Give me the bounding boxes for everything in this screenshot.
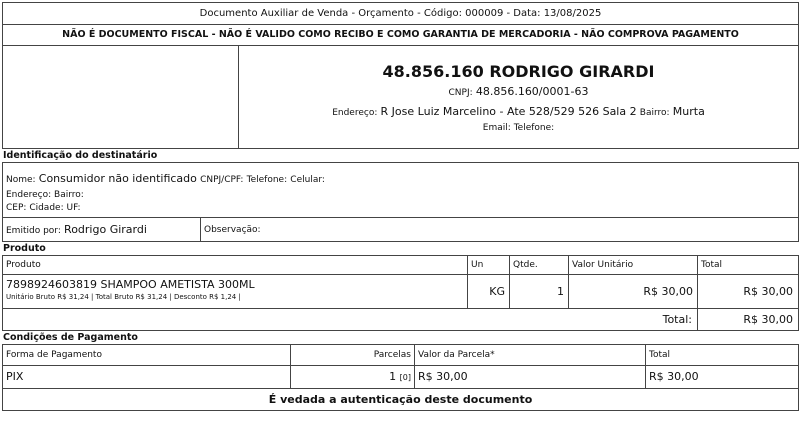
issued-by-label: Emitido por: — [6, 226, 61, 236]
company-logo-area — [3, 46, 239, 148]
company-name: 48.856.160 RODRIGO GIRARDI — [382, 62, 655, 81]
recipient-neighborhood-label: Bairro: — [54, 190, 84, 200]
recipient-city-label: Cidade: — [29, 203, 64, 213]
product-details: Unitário Bruto R$ 31,24 | Total Bruto R$ 31,24 | Desconto R$ 1,24 | — [6, 293, 241, 301]
company-neighborhood-label: Bairro: — [639, 108, 670, 118]
recipient-cep-line — [6, 202, 798, 215]
observation-label: Observação: — [204, 225, 261, 235]
company-phone-label: Telefone: — [513, 123, 555, 133]
installments-cell — [291, 366, 415, 388]
payment-total: R$ 30,00 — [649, 370, 699, 383]
recipient-name-line — [6, 171, 798, 188]
payment-method: PIX — [3, 366, 291, 388]
company-neighborhood: Murta — [672, 105, 705, 118]
document-title: Documento Auxiliar de Venda - Orçamento - Código: 000009 - Data: 13/08/2025 — [199, 8, 602, 19]
installment-value: R$ 30,00 — [415, 366, 646, 388]
recipient-cell-label: Celular: — [290, 175, 325, 185]
qty-col-header: Qtde. — [510, 256, 569, 274]
issued-by-cell — [3, 218, 201, 241]
company-cnpj: 48.856.160/0001-63 — [475, 85, 589, 98]
unit-col-header: Un — [468, 256, 510, 274]
product-header-row — [2, 255, 799, 275]
product-total-label: Total: — [3, 309, 698, 330]
recipient-phone-label: Telefone: — [246, 175, 288, 185]
disclaimer-text: NÃO É DOCUMENTO FISCAL - NÃO É VALIDO COMO RECIBO E COMO GARANTIA DE MERCADORIA - NÃO COMPROVA PAGAMENTO — [62, 29, 739, 40]
company-address: R Jose Luiz Marcelino - Ate 528/529 526 Sala 2 — [380, 105, 637, 118]
recipient-uf-label: UF: — [66, 203, 81, 213]
installments-value: 1 — [389, 370, 397, 383]
product-total-row — [2, 309, 799, 331]
payment-total-header: Total — [649, 350, 671, 360]
unit-price-col-header: Valor Unitário — [569, 256, 698, 274]
recipient-name: Consumidor não identificado — [38, 172, 197, 185]
document-title-box — [2, 2, 799, 25]
company-info — [239, 46, 798, 148]
payment-method-header: Forma de Pagamento — [3, 345, 291, 365]
company-block — [2, 46, 799, 149]
company-address-line — [239, 105, 798, 120]
issued-row — [2, 218, 799, 242]
recipient-name-label: Nome: — [6, 175, 36, 185]
product-section-title: Produto — [3, 243, 46, 254]
product-qty: 1 — [510, 275, 569, 308]
payment-header-row — [2, 344, 799, 366]
payment-section-title: Condições de Pagamento — [3, 332, 138, 343]
footer-notice-box — [2, 389, 799, 411]
product-row — [2, 275, 799, 309]
product-unit-price: R$ 30,00 — [569, 275, 698, 308]
product-total-value: R$ 30,00 — [743, 313, 793, 326]
company-cnpj-line — [239, 85, 798, 100]
footer-notice: É vedada a autenticação deste documento — [268, 393, 533, 406]
product-total: R$ 30,00 — [743, 285, 793, 298]
installment-value-header: Valor da Parcela* — [415, 345, 646, 365]
company-cnpj-label: CNPJ: — [448, 88, 473, 98]
document-page — [2, 2, 799, 411]
issued-by-value: Rodrigo Girardi — [64, 223, 147, 236]
company-email-label: Email: — [482, 123, 511, 133]
product-cell — [3, 275, 468, 308]
recipient-address-line — [6, 188, 798, 202]
observation-cell — [201, 218, 798, 241]
installments-extra: [0] — [399, 373, 411, 382]
recipient-cep-label: CEP: — [6, 203, 27, 213]
recipient-section-title: Identificação do destinatário — [3, 150, 158, 161]
product-col-header: Produto — [3, 256, 468, 274]
product-name: 7898924603819 SHAMPOO AMETISTA 300ML — [6, 278, 255, 291]
company-contact-line — [239, 123, 798, 133]
recipient-info-box — [2, 162, 799, 218]
payment-row — [2, 366, 799, 389]
disclaimer-box — [2, 25, 799, 46]
recipient-address-label: Endereço: — [6, 190, 52, 200]
company-address-label: Endereço: — [332, 108, 378, 118]
installments-header: Parcelas — [291, 345, 415, 365]
product-unit: KG — [468, 275, 510, 308]
total-col-header: Total — [701, 260, 723, 270]
recipient-cnpj-label: CNPJ/CPF: — [200, 175, 244, 185]
